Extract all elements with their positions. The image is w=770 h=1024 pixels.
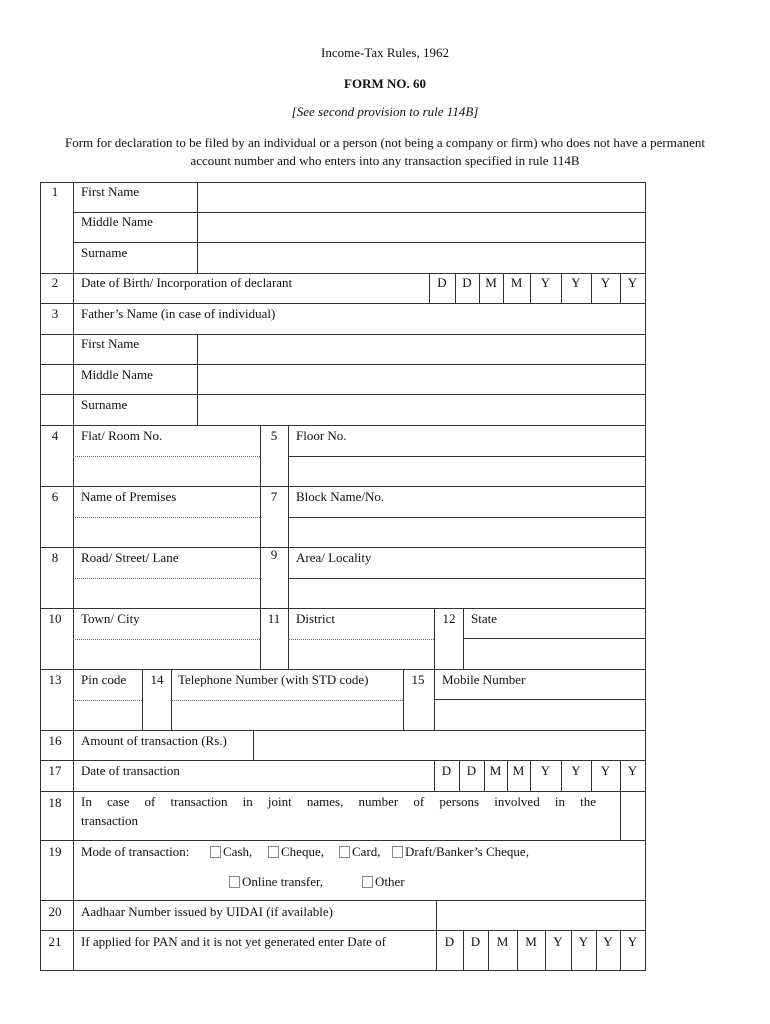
card-checkbox[interactable] xyxy=(339,844,381,859)
aadhaar-label: Aadhaar Number issued by UIDAI (if available) xyxy=(81,904,333,919)
online-transfer-checkbox[interactable] xyxy=(229,874,323,889)
other-checkbox[interactable] xyxy=(362,874,405,889)
txn-date-cell[interactable]: Y xyxy=(627,763,638,778)
district-label: District xyxy=(296,611,335,626)
surname-label: Surname xyxy=(81,245,128,260)
form-number: FORM NO. 60 xyxy=(344,76,426,91)
row-number: 21 xyxy=(48,934,62,949)
dob-cell[interactable]: Y xyxy=(627,275,638,290)
dob-cell[interactable]: Y xyxy=(571,275,581,290)
pan-date-cell[interactable]: M xyxy=(525,934,537,949)
state-label: State xyxy=(471,611,497,626)
row-number: 20 xyxy=(48,904,62,919)
transaction-date-label: Date of transaction xyxy=(81,763,180,778)
row-number: 6 xyxy=(51,489,59,504)
premises-label: Name of Premises xyxy=(81,489,177,504)
row-number: 11 xyxy=(267,611,281,626)
txn-date-cell[interactable]: Y xyxy=(540,763,551,778)
pan-date-cell[interactable]: M xyxy=(496,934,509,949)
dob-cell[interactable]: Y xyxy=(540,275,551,290)
txn-date-cell[interactable]: Y xyxy=(571,763,581,778)
txn-date-cell[interactable]: M xyxy=(512,763,525,778)
father-name-label: Father’s Name (in case of individual) xyxy=(81,306,276,321)
row-number: 4 xyxy=(51,428,59,443)
row-number: 1 xyxy=(51,184,59,199)
row-number: 17 xyxy=(48,763,62,778)
pan-date-cell[interactable]: Y xyxy=(627,934,638,949)
pan-date-cell[interactable]: Y xyxy=(578,934,589,949)
cheque-checkbox[interactable] xyxy=(268,844,324,859)
txn-date-cell[interactable]: M xyxy=(489,763,502,778)
other-label: Other xyxy=(375,874,405,889)
pan-applied-label: If applied for PAN and it is not yet generated enter Date of xyxy=(81,934,386,949)
father-surname-label: Surname xyxy=(81,397,128,412)
online-transfer-label: Online transfer, xyxy=(242,874,324,889)
row-number: 2 xyxy=(51,275,59,290)
joint-names-label: In case of transaction in joint names, number of persons involved in the xyxy=(81,794,596,809)
pan-date-cell[interactable]: Y xyxy=(603,934,613,949)
txn-date-cell[interactable]: Y xyxy=(600,763,611,778)
rules-title: Income-Tax Rules, 1962 xyxy=(321,45,449,60)
provision-note: [See second provision to rule 114B] xyxy=(291,104,479,119)
dob-cell[interactable]: D xyxy=(462,275,472,290)
amount-label: Amount of transaction (Rs.) xyxy=(81,733,227,748)
row-number: 19 xyxy=(48,844,62,859)
dob-cell[interactable]: M xyxy=(485,275,497,290)
row-number: 9 xyxy=(270,547,278,562)
area-label: Area/ Locality xyxy=(296,550,372,565)
dob-label: Date of Birth/ Incorporation of declarant xyxy=(81,275,293,290)
mode-label: Mode of transaction: xyxy=(81,844,190,859)
father-first-name-label: First Name xyxy=(81,336,140,351)
pan-date-cell[interactable]: D xyxy=(444,934,455,949)
dob-cell[interactable]: D xyxy=(437,275,447,290)
row-number: 5 xyxy=(270,428,278,443)
father-middle-name-label: Middle Name xyxy=(81,367,153,382)
txn-date-cell[interactable]: D xyxy=(466,763,477,778)
pin-label: Pin code xyxy=(81,672,127,687)
block-label: Block Name/No. xyxy=(296,489,385,504)
dob-cell[interactable]: M xyxy=(510,275,523,290)
middle-name-label: Middle Name xyxy=(81,214,153,229)
cash-label: Cash, xyxy=(223,844,253,859)
row-number: 18 xyxy=(48,795,62,810)
mobile-label: Mobile Number xyxy=(442,672,526,687)
row-number: 15 xyxy=(411,672,425,687)
card-label: Card, xyxy=(352,844,381,859)
row-number: 13 xyxy=(48,672,62,687)
row-number: 16 xyxy=(48,733,62,748)
flat-label: Flat/ Room No. xyxy=(81,428,163,443)
town-label: Town/ City xyxy=(81,611,140,626)
row-number: 8 xyxy=(51,550,59,565)
road-label: Road/ Street/ Lane xyxy=(81,550,179,565)
telephone-label: Telephone Number (with STD code) xyxy=(178,672,369,687)
draft-label: Draft/Banker’s Cheque, xyxy=(405,844,529,859)
row-number: 12 xyxy=(442,611,456,626)
row-number: 14 xyxy=(150,672,164,687)
floor-label: Floor No. xyxy=(296,428,347,443)
joint-names-label-cont: transaction xyxy=(81,813,139,828)
cheque-label: Cheque, xyxy=(281,844,324,859)
pan-date-cell[interactable]: Y xyxy=(553,934,563,949)
draft-checkbox[interactable] xyxy=(392,844,529,859)
dob-cell[interactable]: Y xyxy=(600,275,611,290)
cash-checkbox[interactable] xyxy=(210,844,252,859)
row-number: 3 xyxy=(51,306,59,321)
pan-date-cell[interactable]: D xyxy=(470,934,481,949)
row-number: 7 xyxy=(270,489,278,504)
txn-date-cell[interactable]: D xyxy=(441,763,452,778)
form-description: Form for declaration to be filed by an individual or a person (not being a company or firm) who does not have a permanent account number and who enters into any transaction specified in rule 114B xyxy=(64,135,706,168)
first-name-label: First Name xyxy=(81,184,140,199)
row-number: 10 xyxy=(48,611,62,626)
